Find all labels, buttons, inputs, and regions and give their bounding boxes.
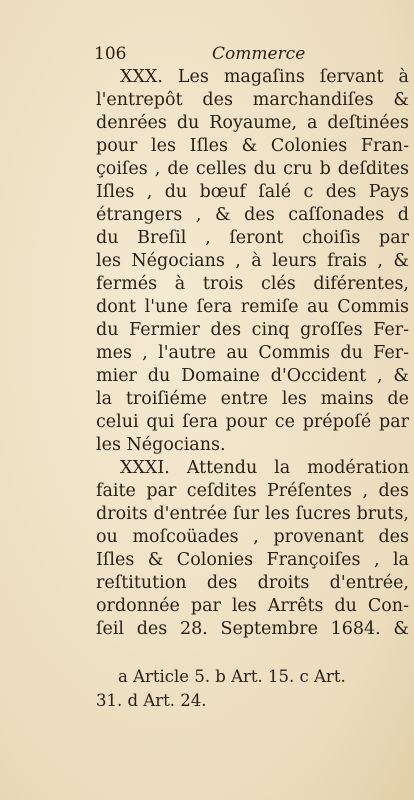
text-line: Iſles & Colonies Françoiſes , la [96, 550, 409, 570]
text-line: l'entrepôt des marchandiſes & [96, 90, 409, 110]
text-line: la troiſiéme entre les mains de [96, 389, 409, 409]
text-line: les Négocians , à leurs frais , & [96, 251, 409, 271]
text-line: droits d'entrée ſur les ſucres bruts, [96, 504, 409, 524]
footnotes [96, 665, 410, 713]
text-line: du Fermier des cinq groſſes Fer- [96, 320, 409, 340]
text-line: fermés à trois clés diférentes, [96, 274, 409, 294]
text-line: ou moſcoüades , provenant des [96, 527, 409, 547]
text-line: ſeil des 28. Septembre 1684. & [96, 619, 409, 639]
text-line: çoiſes , de celles du cru b deſdites [96, 159, 409, 179]
text-line: ordonnée par les Arrêts du Con- [96, 596, 409, 616]
text-line: mes , l'autre au Commis du Fer- [96, 343, 409, 363]
footnote-line: 31. d Art. 24. [96, 691, 207, 710]
text-line: reſtitution des droits d'entrée, [96, 573, 409, 593]
text-line: XXXI. Attendu la modération [120, 458, 409, 478]
text-line: pour les Iſles & Colonies Fran- [96, 136, 409, 156]
text-line: les Négocians. [96, 435, 226, 455]
running-title: Commerce [212, 44, 306, 64]
body-text [96, 66, 409, 641]
text-line: XXX. Les magaſins ſervant à [120, 67, 409, 87]
text-line: faite par ceſdites Préſentes , des [96, 481, 409, 501]
text-line: celui qui ſera pour ce prépoſé par [96, 412, 409, 432]
text-line: denrées du Royaume, a deſtinées [96, 113, 409, 133]
text-line: dont l'une ſera remiſe au Commis [96, 297, 409, 317]
text-line: du Breſil , ſeront choiſis par [96, 228, 409, 248]
text-line: mier du Domaine d'Occident , & [96, 366, 409, 386]
page-header [92, 44, 392, 66]
page-number: 106 [94, 44, 127, 64]
text-line: étrangers , & des caſſonades d [96, 205, 409, 225]
footnote-line: a Article 5. b Art. 15. c Art. [118, 667, 346, 686]
text-line: Iſles , du bœuf ſalé c des Pays [96, 182, 409, 202]
